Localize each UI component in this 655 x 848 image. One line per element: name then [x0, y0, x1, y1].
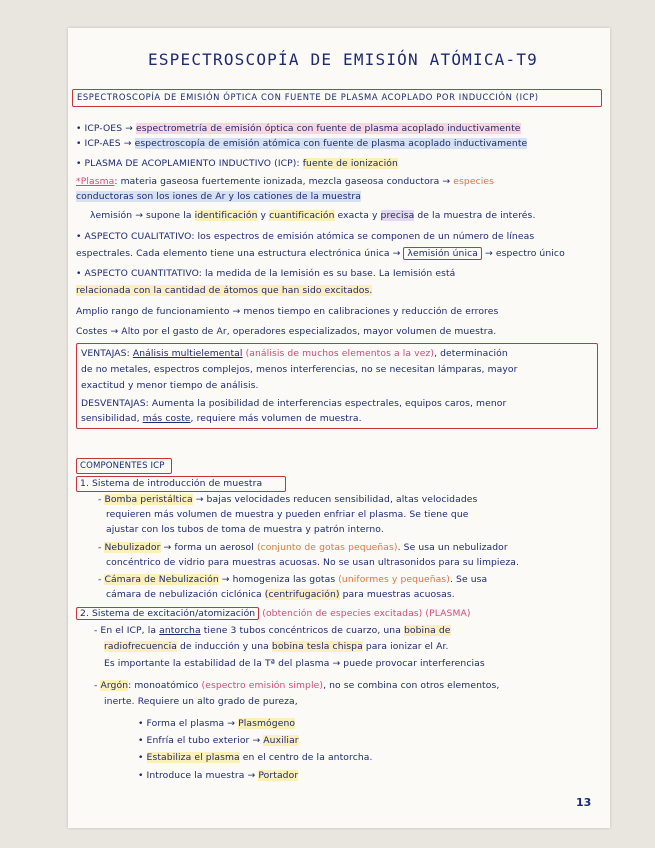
- page-number: 13: [576, 796, 592, 809]
- argon-bullet-1: • Forma el plasma → Plasmógeno: [138, 718, 296, 729]
- ventajas-line-3: exactitud y menor tiempo de análisis.: [81, 380, 259, 391]
- s2-line-4: - Argón: monoatómico (espectro emisión simple), no se combina con otros elementos,: [94, 680, 500, 691]
- s1-line-2: requieren más volumen de muestra y pueden enfriar el plasma. Se tiene que: [106, 509, 469, 520]
- intro-line-12: Costes → Alto por el gasto de Ar, operadores especializados, mayor volumen de muestra.: [76, 326, 497, 337]
- s2-line-2: radiofrecuencia de inducción y una bobina tesla chispa para ionizar el Ar.: [104, 641, 449, 652]
- subtitle-box: [72, 89, 602, 107]
- intro-line-10: relacionada con la cantidad de átomos que han sido excitados.: [76, 285, 373, 296]
- notebook-page: [68, 28, 610, 828]
- desventajas-line-2: sensibilidad, más coste, requiere más volumen de muestra.: [81, 413, 362, 424]
- ventajas-line-2: de no metales, espectros complejos, menos interferencias, no se necesitan lámparas, mayor: [81, 364, 518, 375]
- componentes-header: COMPONENTES ICP: [76, 458, 172, 474]
- s1-line-1: - Bomba peristáltica → bajas velocidades reducen sensibilidad, altas velocidades: [98, 494, 478, 505]
- s1-line-4: - Nebulizador → forma un aerosol (conjunto de gotas pequeñas). Se usa un nebulizador: [98, 542, 508, 553]
- intro-line-9: • ASPECTO CUANTITATIVO: la medida de la Iemisión es su base. La Iemisión está: [76, 268, 456, 279]
- argon-bullet-3: • Estabiliza el plasma en el centro de la antorcha.: [138, 752, 373, 763]
- s2-line-3: Es importante la estabilidad de la Tª del plasma → puede provocar interferencias: [104, 658, 485, 669]
- subtitle: ESPECTROSCOPÍA DE EMISIÓN ÓPTICA CON FUENTE DE PLASMA ACOPLADO POR INDUCCIÓN (ICP): [77, 92, 539, 102]
- s2-line-5: inerte. Requiere un alto grado de pureza,: [104, 696, 298, 707]
- intro-line-2: • ICP-AES → espectroscopía de emisión atómica con fuente de plasma acoplado inductivamente: [76, 138, 528, 149]
- intro-line-7: • ASPECTO CUALITATIVO: los espectros de emisión atómica se componen de un número de líneas: [76, 231, 535, 242]
- intro-line-1: • ICP-OES → espectrometría de emisión óptica con fuente de plasma acoplado inductivamente: [76, 123, 521, 134]
- intro-line-8: espectrales. Cada elemento tiene una estructura electrónica única → λemisión única → espectro único: [76, 248, 565, 259]
- s1-line-7: cámara de nebulización ciclónica (centrifugación) para muestras acuosas.: [106, 589, 455, 600]
- s1-line-3: ajustar con los tubos de toma de muestra y patrón interno.: [106, 524, 384, 535]
- intro-line-5: conductoras son los iones de Ar y los cationes de la muestra: [76, 191, 361, 202]
- intro-line-11: Amplio rango de funcionamiento → menos tiempo en calibraciones y reducción de errores: [76, 306, 499, 317]
- page-title: ESPECTROSCOPÍA DE EMISIÓN ATÓMICA-T9: [148, 50, 538, 69]
- s2-line-1: - En el ICP, la antorcha tiene 3 tubos concéntricos de cuarzo, una bobina de: [94, 625, 451, 636]
- s1-line-5: concéntrico de vidrio para muestras acuosas. No se usan ultrasonidos para su limpieza.: [106, 557, 520, 568]
- lambda-emission-box: λemisión única: [403, 247, 482, 260]
- argon-bullet-4: • Introduce la muestra → Portador: [138, 770, 299, 781]
- intro-line-3: • PLASMA DE ACOPLAMIENTO INDUCTIVO (ICP): fuente de ionización: [76, 158, 398, 169]
- section-2-title: 2. Sistema de excitación/atomización (obtención de especies excitadas) (PLASMA): [76, 608, 471, 620]
- ventajas-line-1: VENTAJAS: Análisis multielemental (análisis de muchos elementos a la vez), determinación: [81, 348, 508, 359]
- ventajas-box: [76, 343, 598, 429]
- s1-line-6: - Cámara de Nebulización → homogeniza las gotas (uniformes y pequeñas). Se usa: [98, 574, 488, 585]
- desventajas-line-1: DESVENTAJAS: Aumenta la posibilidad de interferencias espectrales, equipos caros, menor: [81, 398, 507, 409]
- argon-bullet-2: • Enfría el tubo exterior → Auxiliar: [138, 735, 299, 746]
- section-1-title: 1. Sistema de introducción de muestra: [76, 476, 286, 492]
- intro-line-6: λemisión → supone la identificación y cuantificación exacta y precisa de la muestra de interés.: [90, 210, 536, 221]
- intro-line-4: *Plasma: materia gaseosa fuertemente ionizada, mezcla gaseosa conductora → especies: [76, 176, 495, 187]
